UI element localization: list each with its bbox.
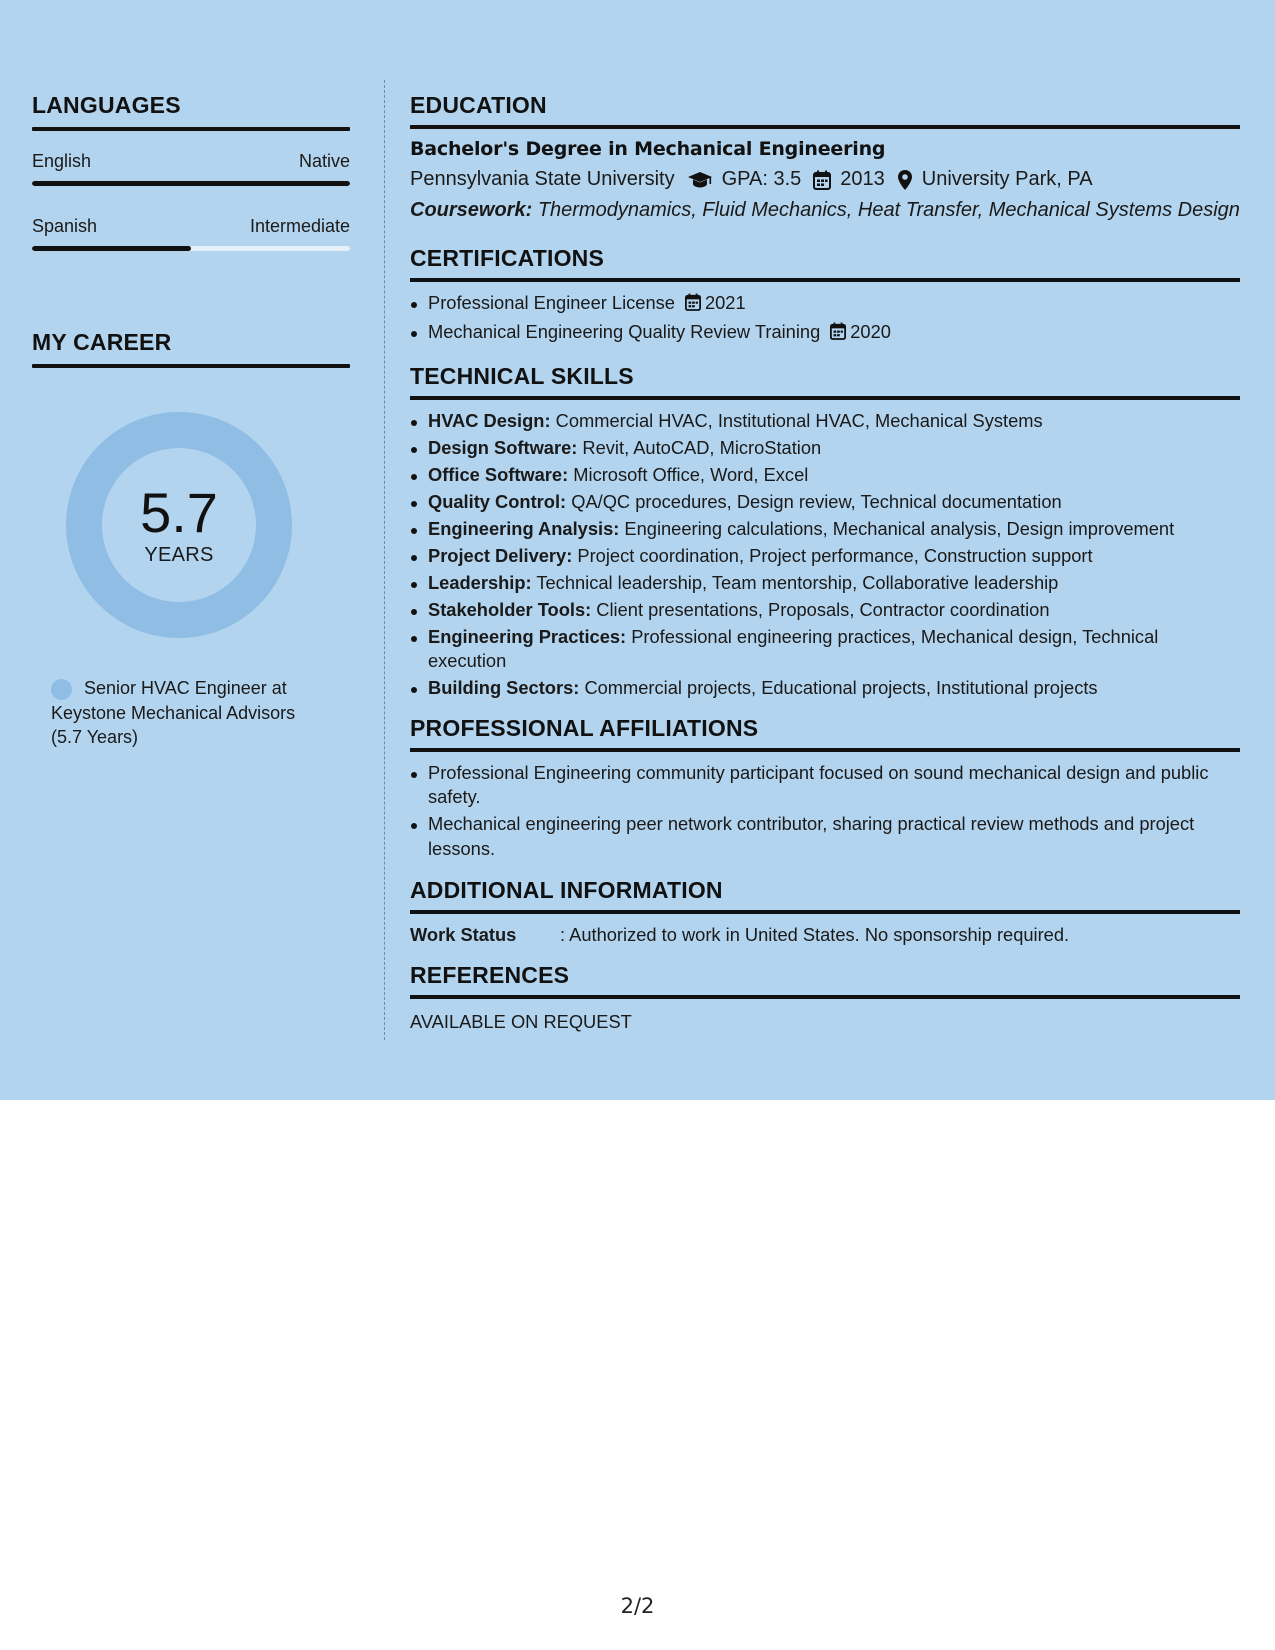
languages-rule: [32, 127, 350, 131]
affiliations-list: [410, 761, 1240, 862]
education-degree: Bachelor's Degree in Mechanical Engineering: [410, 138, 886, 160]
skill-text: Professional engineering practices, Mechanical design, Technical execution: [428, 625, 1159, 671]
language-name: English: [32, 151, 92, 171]
education-coursework: [410, 198, 1240, 223]
additional-title: ADDITIONAL INFORMATION: [410, 877, 723, 903]
skill-text: Microsoft Office, Word, Excel: [573, 463, 809, 485]
certifications-title: CERTIFICATIONS: [410, 245, 605, 271]
skill-text: Technical leadership, Team mentorship, Collaborative leadership: [536, 571, 1059, 593]
career-legend-dot: [51, 679, 72, 700]
skill-label: Quality Control:: [428, 490, 567, 512]
education-rule: [410, 125, 1240, 129]
skill-label: Building Sectors:: [428, 677, 580, 698]
skills-list: [410, 409, 1240, 701]
page-number: 2/2: [620, 1594, 655, 1618]
calendar-icon: [830, 322, 846, 347]
skill-text: Commercial HVAC, Institutional HVAC, Mechanical Systems: [555, 409, 1043, 431]
language-item: [32, 216, 350, 251]
left-column: [32, 92, 350, 750]
career-donut-label: [66, 412, 292, 638]
additional-rule: [410, 910, 1240, 914]
languages-title: LANGUAGES: [32, 92, 181, 118]
affiliations-title: PROFESSIONAL AFFILIATIONS: [410, 714, 759, 741]
language-item: [32, 151, 350, 186]
certification-name: Mechanical Engineering Quality Review Training: [428, 321, 821, 342]
skill-label: Engineering Practices:: [428, 625, 627, 647]
language-proficiency-bar: [32, 181, 350, 186]
certification-year: 2021: [704, 292, 746, 313]
skill-text: Commercial projects, Educational projects, Institutional projects: [584, 677, 1098, 698]
career-donut-chart: [66, 412, 292, 638]
affiliations-rule: [410, 748, 1240, 752]
language-proficiency-fill: [32, 181, 350, 186]
language-level: Native: [298, 151, 350, 171]
education-title: EDUCATION: [410, 92, 547, 118]
career-legend-text: Senior HVAC Engineer at Keystone Mechanical Advisors (5.7 Years): [51, 678, 296, 747]
certification-item: [410, 291, 1240, 318]
skill-text: Project coordination, Project performance, Construction support: [577, 544, 1093, 566]
skill-item: [410, 571, 1240, 596]
career-total-unit: YEARS: [144, 543, 214, 566]
skill-text: Engineering calculations, Mechanical analysis, Design improvement: [624, 517, 1175, 539]
career-total-value: 5.7: [140, 480, 218, 544]
skill-item: [410, 625, 1240, 674]
education-year: 2013: [840, 168, 885, 190]
skills-rule: [410, 396, 1240, 400]
skill-text: QA/QC procedures, Design review, Technical documentation: [571, 490, 1062, 512]
education-gpa: GPA: 3.5: [721, 168, 802, 190]
career-title: MY CAREER: [32, 329, 172, 355]
certification-name: Professional Engineer License: [428, 292, 675, 313]
skill-item: [410, 517, 1240, 542]
skill-text: Client presentations, Proposals, Contractor coordination: [596, 598, 1050, 620]
skill-text: Revit, AutoCAD, MicroStation: [582, 436, 822, 458]
career-legend-item: [51, 676, 331, 750]
skill-label: HVAC Design:: [428, 409, 551, 431]
language-proficiency-fill: [32, 246, 191, 251]
references-rule: [410, 995, 1240, 999]
work-status-label: Work Status: [410, 924, 517, 945]
map-pin-icon: [897, 169, 913, 191]
certification-item: [410, 320, 1240, 347]
affiliation-item: Professional Engineering community participant focused on sound mechanical design and public safety.: [410, 761, 1240, 810]
coursework-label: Coursework:: [410, 199, 533, 221]
languages-list: [32, 151, 350, 251]
skills-title: TECHNICAL SKILLS: [410, 362, 634, 389]
certifications-list: [410, 291, 1240, 347]
skill-item: [410, 436, 1240, 461]
skill-label: Design Software:: [428, 436, 578, 458]
language-proficiency-bar: [32, 246, 350, 251]
skill-item: [410, 544, 1240, 569]
language-name: Spanish: [32, 216, 98, 236]
references-title: REFERENCES: [410, 962, 570, 988]
calendar-icon: [813, 170, 831, 190]
work-status-value: : Authorized to work in United States. No sponsorship required.: [560, 924, 1070, 945]
career-rule: [32, 364, 350, 368]
right-column: [410, 92, 1240, 1033]
skill-item: [410, 490, 1240, 515]
column-divider: [384, 80, 385, 1040]
skill-label: Project Delivery:: [428, 544, 573, 566]
certification-year: 2020: [850, 321, 891, 342]
skill-label: Engineering Analysis:: [428, 517, 620, 539]
references-text: AVAILABLE ON REQUEST: [410, 1011, 632, 1032]
education-details: [410, 168, 1240, 191]
education-school: Pennsylvania State University: [410, 168, 675, 190]
calendar-icon: [685, 293, 701, 318]
coursework-text: Thermodynamics, Fluid Mechanics, Heat Transfer, Mechanical Systems Design: [537, 199, 1240, 221]
education-location: University Park, PA: [921, 168, 1093, 190]
affiliation-item: Mechanical engineering peer network contributor, sharing practical review methods and project lessons.: [410, 812, 1240, 861]
skill-label: Office Software:: [428, 463, 569, 485]
skill-item: [410, 409, 1240, 434]
skill-item: [410, 676, 1240, 701]
skill-item: [410, 598, 1240, 623]
graduation-cap-icon: [687, 171, 713, 189]
work-status-row: [410, 924, 1240, 946]
skill-item: [410, 463, 1240, 488]
skill-label: Stakeholder Tools:: [428, 598, 592, 620]
language-level: Intermediate: [249, 216, 350, 236]
skill-label: Leadership:: [428, 571, 532, 593]
certifications-rule: [410, 278, 1240, 282]
